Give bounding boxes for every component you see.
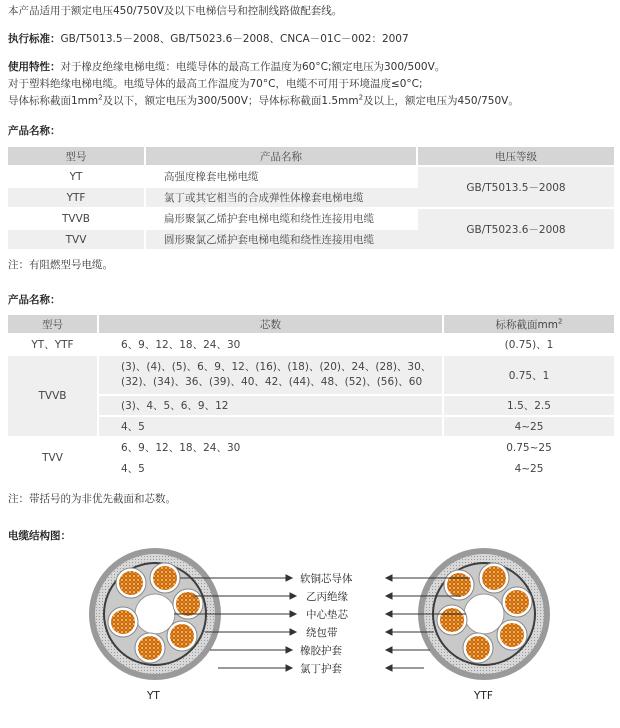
label-center-filler: 中心垫芯 [306, 609, 348, 621]
table-row [8, 355, 614, 395]
label-rubber-sheath: 橡胶护套 [300, 645, 342, 657]
table1-name: 扁形聚氯乙烯护套电梯电缆和绕性连接用电缆 [145, 208, 417, 229]
table2-model: YT、YTF [8, 334, 98, 355]
table-row [8, 208, 614, 229]
table2-header-section-text: 标称截面mm [495, 318, 558, 331]
table-row [8, 166, 614, 187]
table2-header-cores: 芯数 [98, 315, 443, 334]
table2-cores: 6、9、12、18、24、30 [98, 437, 443, 458]
table2-section: (0.75)、1 [443, 334, 614, 355]
table2-header-section [443, 315, 614, 334]
product-name-table [8, 147, 614, 251]
table2-header-sup: 2 [558, 317, 563, 325]
table1-name: 高强度橡套电梯电缆 [145, 166, 417, 187]
table2-header-model: 型号 [8, 315, 98, 334]
caption-yt: YT [147, 690, 160, 702]
table2-cores: 6、9、12、18、24、30 [98, 334, 443, 355]
features-label: 使用特性： [8, 61, 61, 73]
features-sup-1: 2 [98, 93, 103, 102]
standard-label: 执行标准： [8, 33, 61, 45]
standard-text: GB/T5013.5－2008、GB/T5023.6－2008、CNCA－01C－002：2007 [60, 33, 409, 45]
features-line-1 [8, 60, 445, 74]
table1-voltage: GB/T5013.5－2008 [417, 166, 614, 208]
table2-section: 1.5、2.5 [443, 395, 614, 416]
table1-name: 圆形聚氯乙烯护套电梯电缆和绕性连接用电缆 [145, 229, 417, 250]
table2-section: 0.75~25 [443, 437, 614, 458]
table1-note: 注：有阻燃型号电缆。 [8, 259, 113, 271]
features-text-3c: 及以上，额定电压为450/750V。 [363, 95, 519, 107]
table2-cores [98, 355, 443, 395]
table1-header-model: 型号 [8, 147, 145, 166]
features-text-3a: 导体标称截面1mm [8, 95, 99, 107]
table1-model: YTF [8, 187, 145, 208]
features-line-3 [8, 94, 519, 108]
features-text-1: 对于橡皮绝缘电梯电缆：电缆导体的最高工作温度为60°C;额定电压为300/500V。 [60, 61, 446, 73]
table2-section: 0.75、1 [443, 355, 614, 395]
table2-cores-line: (32)、(34)、36、(39)、40、42、(44)、48、(52)、(56)、60 [121, 376, 423, 388]
label-chloroprene-sheath: 氯丁护套 [300, 663, 342, 675]
intro-text: 本产品适用于额定电压450/750V及以下电梯信号和控制线路做配套线。 [8, 5, 343, 17]
table2-model: TVVB [8, 355, 98, 437]
features-sup-2: 2 [358, 93, 364, 102]
standard-line [8, 32, 409, 46]
core-spec-table [8, 315, 614, 480]
label-insulation: 乙丙绝缘 [306, 591, 348, 603]
table-row [8, 395, 614, 416]
table2-cores-line: (3)、(4)、(5)、6、9、12、(16)、(18)、(20)、24、(28)、30、 [121, 361, 432, 373]
table1-model: TVV [8, 229, 145, 250]
table-row [8, 458, 614, 479]
table1-heading: 产品名称： [8, 125, 61, 137]
table2-section: 4~25 [443, 416, 614, 437]
label-conductor: 软铜芯导体 [300, 573, 353, 585]
diagram-heading: 电缆结构图： [8, 530, 71, 542]
table1-name: 氯丁或其它相当的合成弹性体橡套电梯电缆 [145, 187, 417, 208]
caption-ytf: YTF [474, 690, 493, 702]
table1-header-name: 产品名称 [145, 147, 417, 166]
table1-model: TVVB [8, 208, 145, 229]
features-line-2: 对于塑料绝缘电梯电缆。电缆导体的最高工作温度为70°C，电缆不可用于环境温度≤0°C; [8, 78, 423, 90]
label-tape: 绕包带 [306, 627, 338, 639]
table2-section: 4~25 [443, 458, 614, 479]
table-row [8, 334, 614, 355]
table-row [8, 416, 614, 437]
table2-cores: 4、5 [98, 416, 443, 437]
table1-voltage: GB/T5023.6－2008 [417, 208, 614, 250]
table2-cores: (3)、4、5、6、9、12 [98, 395, 443, 416]
table2-heading: 产品名称： [8, 294, 61, 306]
table1-header-voltage: 电压等级 [417, 147, 614, 166]
table2-cores: 4、5 [98, 458, 443, 479]
features-text-3b: 及以下，额定电压为300/500V；导体标称截面1.5mm [102, 95, 359, 107]
table2-model: TVV [8, 437, 98, 479]
table2-note: 注：带括号的为非优先截面和芯数。 [8, 493, 176, 505]
table1-model: YT [8, 166, 145, 187]
cable-structure-diagram [0, 538, 620, 728]
table-row [8, 437, 614, 458]
